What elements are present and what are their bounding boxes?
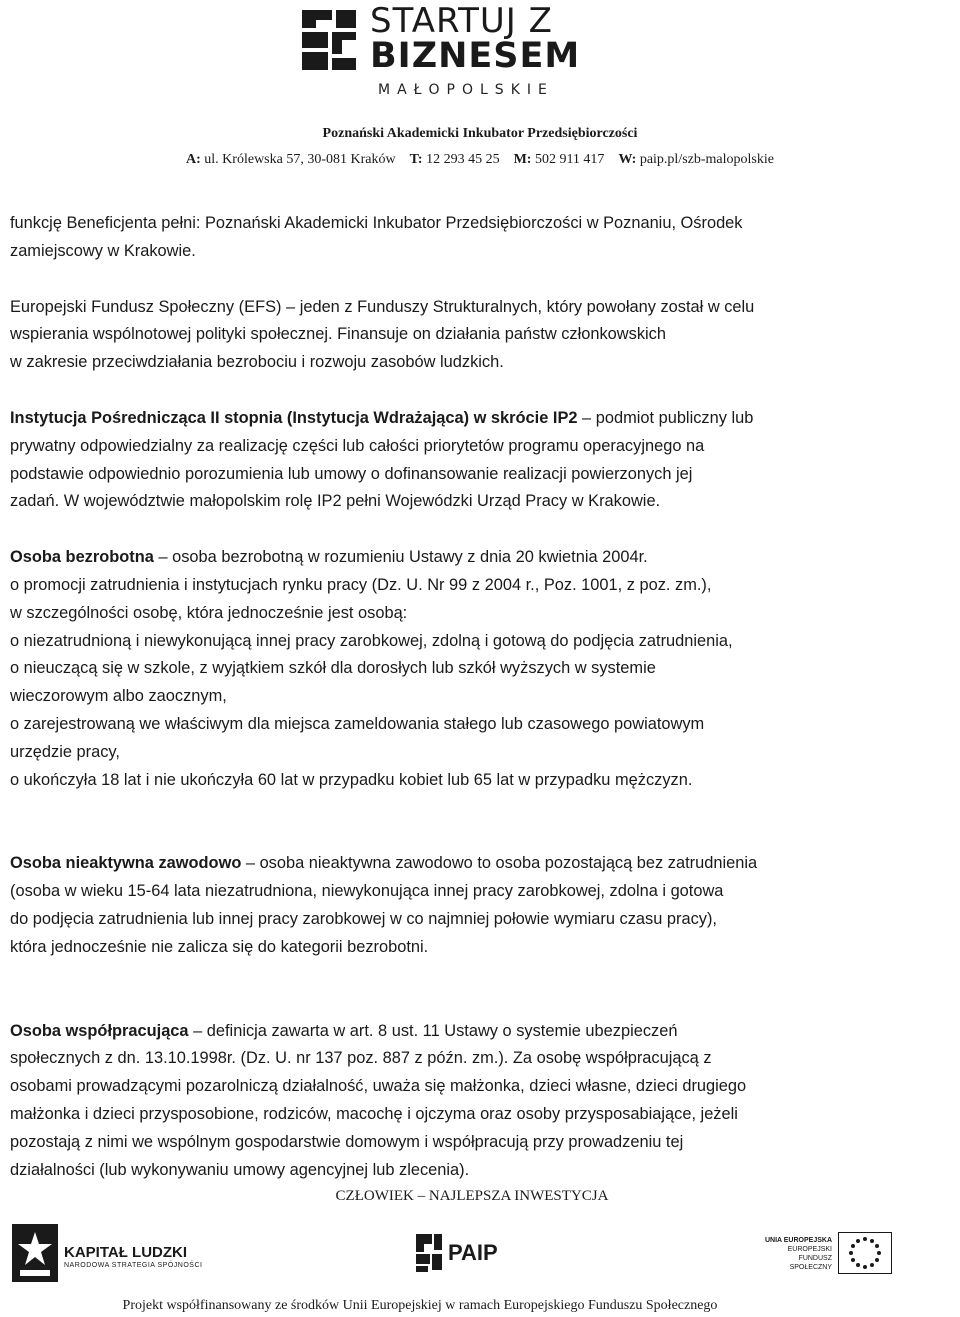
footer-motto: CZŁOWIEK – NAJLEPSZA INWESTYCJA: [335, 1188, 609, 1204]
address: ul. Królewska 57, 30-081 Kraków: [204, 152, 396, 167]
website[interactable]: paip.pl/szb-malopolskie: [639, 152, 774, 167]
web-label: W:: [618, 152, 637, 167]
text-line: pozostają z nimi we wspólnym gospodarstwie domowym i współpracują przy prowadzeniu tej: [10, 1132, 684, 1151]
paragraph-beneficjent: [10, 210, 830, 266]
term-ip2: Instytucja Pośrednicząca II stopnia (Instytucja Wdrażająca) w skrócie IP2: [10, 408, 578, 427]
term-osoba-wspolpracujaca: Osoba współpracująca: [10, 1021, 189, 1040]
text-line: wieczorowym albo zaocznym,: [10, 687, 227, 706]
eu-flag-icon: [838, 1232, 892, 1274]
contact-line: [0, 151, 960, 169]
definition-text: – osoba bezrobotną w rozumieniu Ustawy z dnia 20 kwietnia 2004r.: [153, 548, 648, 567]
definition-text: – osoba nieaktywna zawodowo to osoba pozostającą bez zatrudnienia: [241, 854, 758, 873]
paragraph-efs: [10, 294, 830, 377]
kapital-ludzki-logo: [12, 1224, 203, 1284]
startuj-z-biznesem-logo: [298, 1, 581, 99]
paragraph-ip2: [10, 405, 830, 516]
text-line: działalności (lub wykonywaniu umowy agencyjnej lub zlecenia).: [10, 1160, 470, 1179]
footer-logos: [0, 1222, 960, 1292]
paip-logo: [410, 1230, 520, 1280]
text-line: która jednocześnie nie zalicza się do kategorii bezrobotni.: [10, 937, 429, 956]
text-line: podstawie odpowiednio porozumienia lub umowy o dofinansowanie realizacji powierzonych jej: [10, 464, 693, 483]
document-body: [10, 210, 830, 1184]
text-line: osobami prowadzącymi pozarolniczą działalność, uważa się małżonka, dzieci własne, dzieci drugiego: [10, 1077, 747, 1096]
paragraph-osoba-wspolpracujaca: [10, 1018, 830, 1185]
text-line: o zarejestrowaną we właściwym dla miejsca zameldowania stałego lub czasowego powiatowym: [10, 714, 705, 733]
paragraph-osoba-nieaktywna: [10, 850, 830, 961]
eu-line-2: EUROPEJSKI: [787, 1246, 832, 1253]
mobile-label: M:: [513, 152, 532, 167]
text-line: Europejski Fundusz Społeczny (EFS) – jeden z Funduszy Strukturalnych, który powołany został w celu: [10, 297, 755, 316]
eu-line-1: UNIA EUROPEJSKA: [764, 1237, 832, 1244]
paip-text: PAIP: [448, 1240, 498, 1265]
eu-line-3: FUNDUSZ SPOŁECZNY: [789, 1255, 832, 1271]
text-line: o ukończyła 18 lat i nie ukończyła 60 lat w przypadku kobiet lub 65 lat w przypadku mężczyzn.: [10, 770, 693, 789]
definition-text: – podmiot publiczny lub: [577, 408, 754, 427]
text-line: (osoba w wieku 15-64 lata niezatrudniona, niewykonująca innej pracy zarobkowej, zdolna i gotowa: [10, 882, 724, 901]
eu-text: [760, 1236, 832, 1272]
logo-subtitle: MAŁOPOLSKIE: [378, 82, 554, 98]
term-osoba-bezrobotna: Osoba bezrobotna: [10, 548, 154, 567]
mobile: 502 911 417: [534, 152, 605, 167]
text-line: [10, 850, 830, 878]
text-line: o niezatrudnioną i niewykonującą innej pracy zarobkowej, zdolną i gotową do podjęcia zatrudnienia,: [10, 631, 733, 650]
text-line: małżonka i dzieci przysposobione, rodziców, macochę i ojczyma oraz osoby przysposabiające, jeżeli: [10, 1104, 738, 1123]
cofinancing-note: Projekt współfinansowany ze środków Unii Europejskiej w ramach Europejskiego Funduszu Społecznego: [122, 1298, 718, 1313]
text-line: zamiejscowy w Krakowie.: [10, 241, 196, 260]
kapital-ludzki-star-icon: [12, 1224, 58, 1282]
text-line: [10, 544, 830, 572]
text-line: do podjęcia zatrudnienia lub innej pracy zarobkowej w co najmniej połowie wymiaru czasu pracy),: [10, 909, 717, 928]
address-label: A:: [186, 152, 201, 167]
text-line: funkcję Beneficjenta pełni: Poznański Akademicki Inkubator Przedsiębiorczości w Poznaniu, Ośrodek: [10, 214, 743, 232]
logo-line-1: STARTUJ Z: [370, 1, 553, 41]
kapital-ludzki-subtitle: NARODOWA STRATEGIA SPÓJNOŚCI: [64, 1262, 203, 1269]
paragraph-osoba-bezrobotna: [10, 544, 830, 794]
text-line: w szczególności osobę, która jednocześnie jest osobą:: [10, 603, 408, 622]
eu-logo: [760, 1232, 940, 1282]
text-line: w zakresie przeciwdziałania bezrobociu i rozwoju zasobów ludzkich.: [10, 353, 504, 372]
text-line: wspierania wspólnotowej polityki społecznej. Finansuje on działania państw członkowskich: [10, 325, 666, 344]
text-line: o nieuczącą się w szkole, z wyjątkiem szkół dla dorosłych lub szkół wyższych w systemie: [10, 659, 656, 678]
text-line: [10, 1018, 830, 1046]
logo-line-2: BIZNESEM: [370, 36, 581, 76]
organization-name: Poznański Akademicki Inkubator Przedsiębiorczości: [322, 126, 638, 141]
text-line: [10, 405, 830, 433]
phone: 12 293 45 25: [426, 152, 500, 167]
logo-mark-icon: [298, 4, 360, 76]
text-line: prywatny odpowiedzialny za realizację części lub całości priorytetów programu operacyjnego na: [10, 436, 705, 455]
definition-text: – definicja zawarta w art. 8 ust. 11 Ustawy o systemie ubezpieczeń: [188, 1021, 678, 1040]
kapital-ludzki-title: KAPITAŁ LUDZKI: [64, 1244, 188, 1261]
text-line: społecznych z dn. 13.10.1998r. (Dz. U. nr 137 poz. 887 z późn. zm.). Za osobę współpracującą z: [10, 1049, 712, 1068]
term-osoba-nieaktywna: Osoba nieaktywna zawodowo: [10, 854, 242, 873]
text-line: zadań. W województwie małopolskim rolę IP2 pełni Wojewódzki Urząd Pracy w Krakowie.: [10, 492, 661, 511]
text-line: o promocji zatrudnienia i instytucjach rynku pracy (Dz. U. Nr 99 z 2004 r., Poz. 1001, z poz. zm.),: [10, 575, 712, 594]
paip-mark-icon: [410, 1230, 444, 1274]
phone-label: T:: [409, 152, 423, 167]
text-line: urzędzie pracy,: [10, 742, 120, 761]
